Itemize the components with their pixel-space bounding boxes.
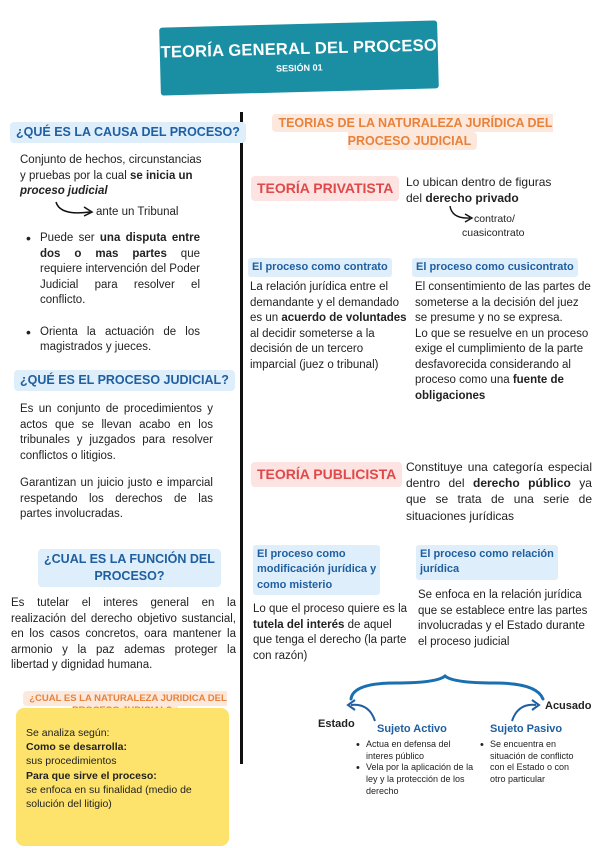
q4-text: Se analiza según: Como se desarrolla: sus procedimientos Para que sirve el proceso: se enfoca en su finalidad (medio de solución del litigio) xyxy=(26,727,192,810)
acusado-label: Acusado xyxy=(545,700,592,712)
contrato-text: La relación jurídica entre el demandante y el demandado es un acuerdo de voluntades al decidir someterse a la decisión de un tercero imparcial (juez o tribunal) xyxy=(250,281,407,371)
sujeto-pasivo-title: Sujeto Pasivo xyxy=(490,723,563,735)
q1-text: Conjunto de hechos, circunstancias y pruebas por la cual se inicia un proceso judicial xyxy=(20,154,202,198)
list-item: • Vela por la aplicación de la ley y la protección de los derecho xyxy=(356,762,474,797)
list-item: • Puede ser una disputa entre dos o mas partes que requiere intervención del Poder Judicial para resolver el conflicto. xyxy=(24,231,200,309)
modificacion-heading: El proceso como modificación jurídica y como misterio xyxy=(253,545,380,595)
list-item: • Se encuentra en situación de conflicto con el Estado o con otro particular xyxy=(480,739,575,786)
q1-heading: ¿QUÉ ES LA CAUSA DEL PROCESO? xyxy=(10,122,246,143)
curved-arrow-icon xyxy=(446,204,476,224)
title-banner xyxy=(159,20,439,95)
q3-heading: ¿CUAL ES LA FUNCIÓN DEL PROCESO? xyxy=(38,549,221,587)
session-label: SESIÓN 01 xyxy=(275,62,323,74)
theory-publicista-label: TEORÍA PUBLICISTA xyxy=(251,462,402,487)
arrow-right-icon xyxy=(508,697,544,723)
list-item: • Actua en defensa del interes público xyxy=(356,739,474,762)
contrato-heading: El proceso como contrato xyxy=(248,258,392,277)
sujeto-activo-title: Sujeto Activo xyxy=(377,723,447,735)
sujeto-activo-list xyxy=(356,739,474,797)
list-item: • Orienta la actuación de los magistrados y jueces. xyxy=(24,325,200,356)
page-title: TEORÍA GENERAL DEL PROCESO xyxy=(160,36,438,62)
right-title: TEORIAS DE LA NATURALEZA JURÍDICA DEL PROCESO JUDICIAL xyxy=(255,114,570,150)
curved-arrow-icon xyxy=(52,198,98,220)
q4-heading: ¿CUAL ES LA NATURALEZA JURIDICA DEL xyxy=(14,693,236,718)
q3-text: Es tutelar el interes general en la realización del derecho objetivo sustancial, en los casos concretos, oara mantener la armonio y la paz ademas proteger la libertad y dignidad humana. xyxy=(11,597,236,672)
relacion-heading: El proceso como relación jurídica xyxy=(416,545,558,580)
q1-bullets xyxy=(24,231,200,356)
modificacion-text: Lo que el proceso quiere es la tutela del interés de aquel que tenga el derecho (la parte con razón) xyxy=(253,603,408,662)
q2-heading: ¿QUÉ ES EL PROCESO JUDICIAL? xyxy=(14,370,235,391)
estado-label: Estado xyxy=(318,718,355,730)
sujeto-pasivo-list xyxy=(480,739,575,786)
privatista-arrow-text: contrato/ cuasicontrato xyxy=(462,213,525,240)
privatista-desc: Lo ubican dentro de figuras del derecho privado xyxy=(406,175,552,206)
relacion-text: Se enfoca en la relación jurídica que se establece entre las partes involucradas y el Estado durante el proceso judicial xyxy=(418,589,588,648)
q1-arrow-text: ante un Tribunal xyxy=(96,206,179,218)
q2-text: Es un conjunto de procedimientos y actos que se llevan acabo en los tribunales y juzgados para resolver conflictos o litigios. Garantizan un juicio justo e imparcial respetando los derechos de las partes involucradas. xyxy=(20,403,213,521)
theory-privatista-label: TEORÍA PRIVATISTA xyxy=(251,176,399,201)
column-divider xyxy=(240,112,243,764)
cuasicontrato-text: El consentimiento de las partes de someterse a la decisión del juez se presume y no se expresa. Lo que se resuelve en un proceso exige el cumplimiento de la parte desfavorecida considerando al proceso como una fuente de obligaciones xyxy=(415,281,591,402)
publicista-desc: Constituye una categoría especial dentro del derecho público ya que se trata de una serie de situaciones jurídicas xyxy=(406,460,592,523)
cuasicontrato-heading: El proceso como cusicontrato xyxy=(412,258,578,277)
